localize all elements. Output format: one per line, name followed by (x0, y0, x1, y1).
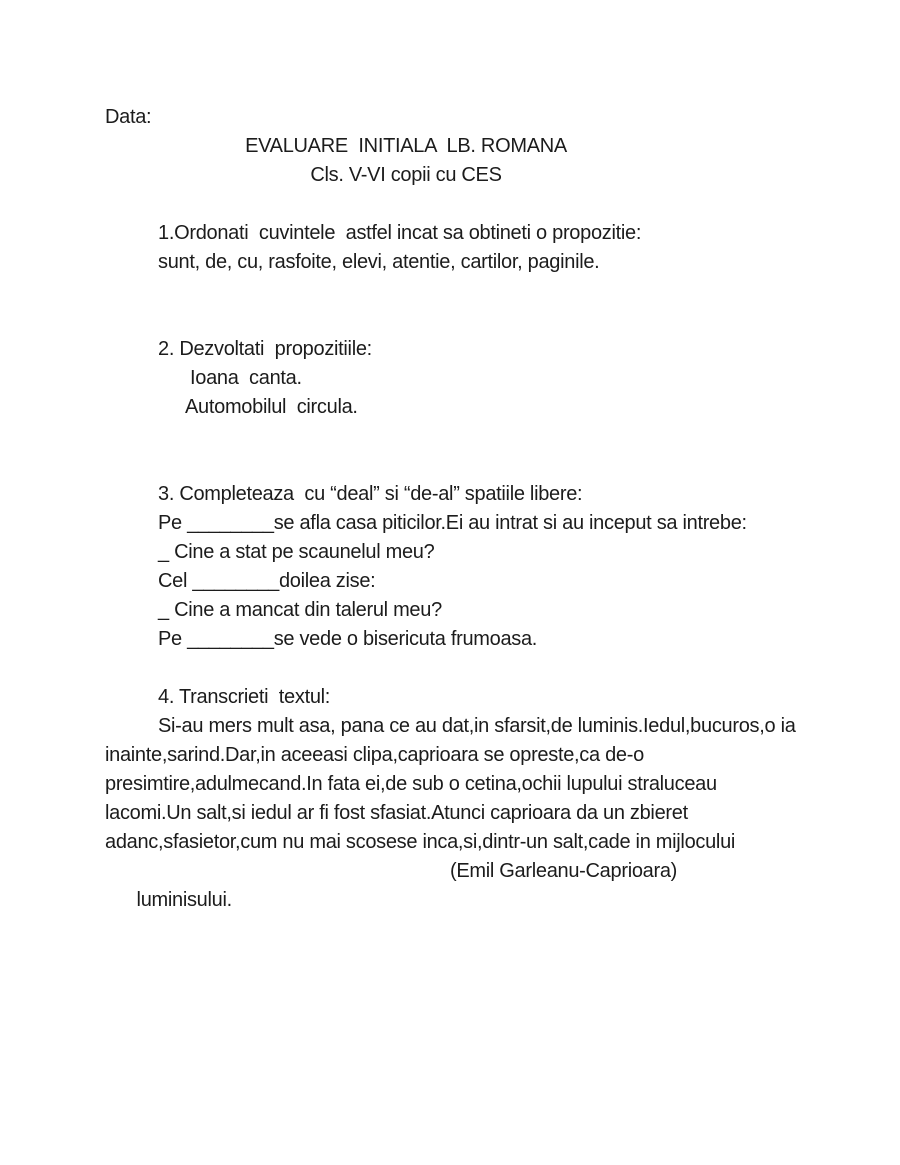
exercise1-prompt: 1.Ordonati cuvintele astfel incat sa obtineti o propozitie: (158, 222, 642, 244)
exercise3-fill-line: _ Cine a mancat din talerul meu? (158, 599, 442, 621)
exercise3-fill-line: Pe ________se vede o bisericuta frumoasa. (158, 628, 538, 650)
exercise3-fill-line: _ Cine a stat pe scaunelul meu? (158, 541, 435, 563)
blank-line (105, 451, 795, 480)
exercise3-prompt: 3. Completeaza cu “deal” si “de-al” spatiile libere: (158, 483, 583, 505)
author-attribution: (Emil Garleanu-Caprioara) (450, 860, 678, 882)
exercise4-text-line: adanc,sfasietor,cum nu mai scosese inca,si,dintr-un salt,cade in mijlocului (105, 831, 736, 853)
blank-line (105, 306, 795, 335)
page-title: EVALUARE INITIALA LB. ROMANA (245, 135, 567, 157)
blank-line (105, 654, 795, 683)
page-subtitle: Cls. V-VI copii cu CES (310, 164, 502, 186)
exercise2-sentence-1: Ioana canta. (190, 367, 302, 389)
date-label: Data: (105, 106, 152, 128)
blank-line (105, 277, 795, 306)
exercise2-prompt: 2. Dezvoltati propozitiile: (158, 338, 372, 360)
exercise3-fill-line: Cel ________doilea zise: (158, 570, 376, 592)
exercise4-text-line: presimtire,adulmecand.In fata ei,de sub o cetina,ochii lupului straluceau (105, 773, 717, 795)
exercise4-text-line: Si-au mers mult asa, pana ce au dat,in sfarsit,de luminis.Iedul,bucuros,o ia (158, 715, 796, 737)
exercise2-sentence-2: Automobilul circula. (185, 396, 358, 418)
exercise3-fill-line: Pe ________se afla casa piticilor.Ei au intrat si au inceput sa intrebe: (158, 512, 747, 534)
blank-line (105, 422, 795, 451)
exercise1-words: sunt, de, cu, rasfoite, elevi, atentie, cartilor, paginile. (158, 251, 600, 273)
blank-line (105, 190, 795, 219)
exercise4-last-line (105, 857, 795, 911)
worksheet-content (105, 103, 796, 911)
exercise4-last-word: luminisului. (136, 889, 232, 911)
exercise4-text-line: lacomi.Un salt,si iedul ar fi fost sfasiat.Atunci caprioara da un zbieret (105, 802, 688, 824)
exercise4-text-line: inainte,sarind.Dar,in aceeasi clipa,caprioara se opreste,ca de-o (105, 744, 644, 766)
exercise4-prompt: 4. Transcrieti textul: (158, 686, 331, 708)
